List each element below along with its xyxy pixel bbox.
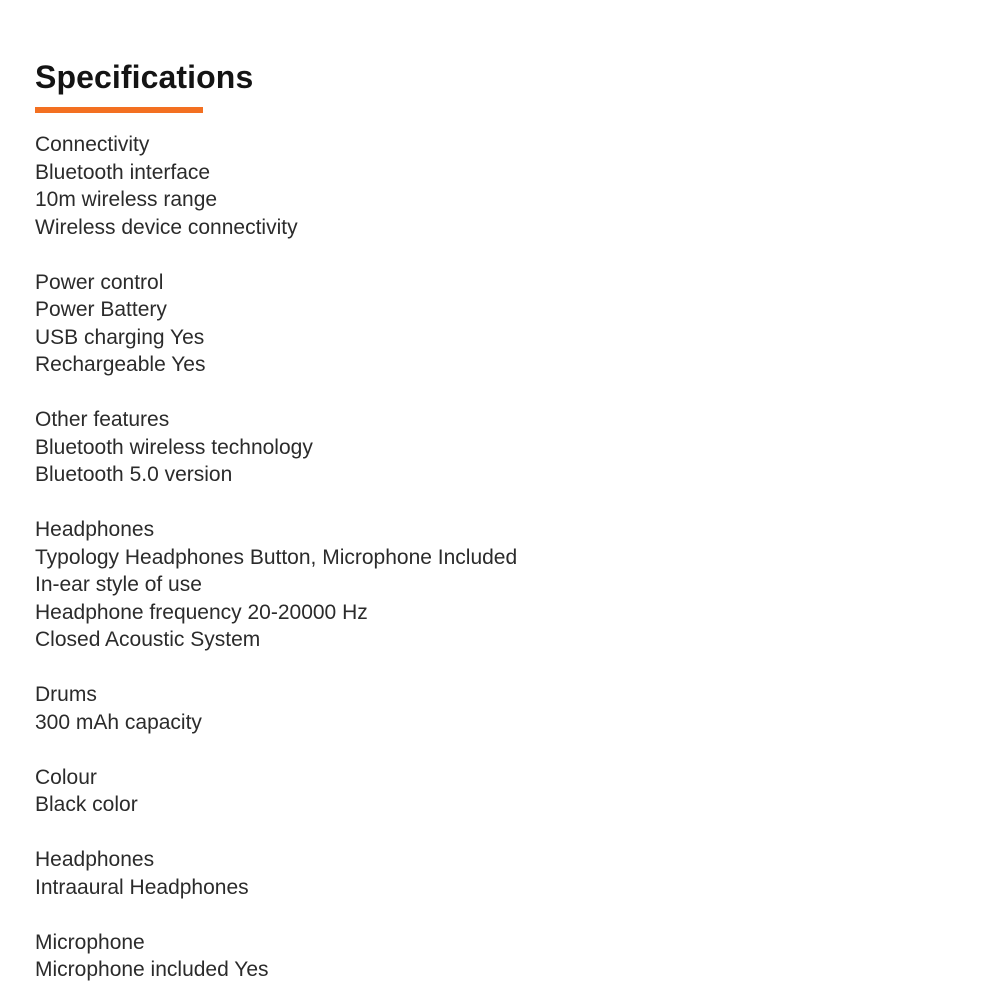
spec-item: Microphone included Yes (35, 958, 269, 981)
spec-group-title: Connectivity (35, 133, 150, 156)
spec-item: Bluetooth wireless technology (35, 435, 313, 459)
spec-group-title: Headphones (35, 518, 155, 541)
spec-item: Typology Headphones Button, Microphone Included (35, 545, 518, 569)
spec-group-drums (35, 681, 965, 736)
spec-group-connectivity (35, 131, 965, 241)
spec-item: Black color (35, 793, 138, 816)
spec-item: Bluetooth 5.0 version (35, 463, 233, 486)
spec-group-power-control (35, 269, 965, 379)
spec-group-colour (35, 764, 965, 819)
spec-item: 300 mAh capacity (35, 710, 202, 734)
spec-group-microphone (35, 929, 965, 984)
spec-item: Intraaural Headphones (35, 875, 249, 899)
spec-item: Headphone frequency 20-20000 Hz (35, 600, 368, 624)
spec-group-title: Power control (35, 270, 164, 294)
page-title: Specifications (35, 59, 254, 95)
spec-group-title: Other features (35, 408, 170, 431)
spec-group-title: Microphone (35, 930, 145, 954)
spec-group-headphones (35, 516, 965, 654)
spec-item: Wireless device connectivity (35, 215, 298, 239)
spec-item: In-ear style of use (35, 573, 202, 596)
spec-item: Power Battery (35, 298, 167, 321)
spec-item: Rechargeable Yes (35, 353, 206, 376)
spec-group-headphones-type (35, 846, 965, 901)
title-underline (35, 107, 203, 113)
spec-group-other-features (35, 406, 965, 489)
spec-item: Closed Acoustic System (35, 628, 261, 651)
spec-group-title: Drums (35, 683, 97, 706)
spec-group-title: Colour (35, 765, 97, 789)
spec-item: Bluetooth interface (35, 160, 211, 184)
spec-item: USB charging Yes (35, 325, 205, 349)
spec-item: 10m wireless range (35, 188, 218, 211)
spec-group-title: Headphones (35, 848, 155, 871)
spec-list (35, 131, 965, 984)
